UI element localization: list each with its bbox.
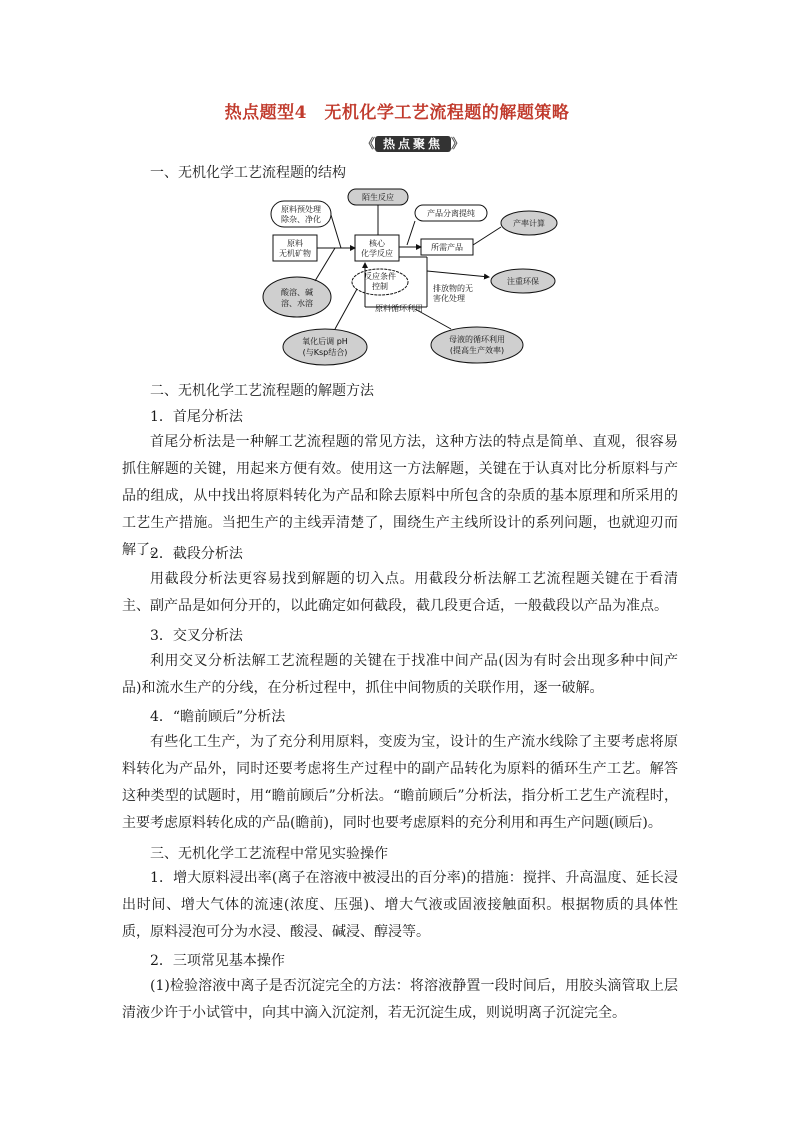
condition-label: 控制 — [372, 282, 388, 291]
method2-text: 用截段分析法更容易找到解题的切入点。用截段分析法解工艺流程题关键在于看清主、副产品是如何分开的，以此确定如何截段，截几段更合适，一般截段以产品为准点。 — [122, 571, 678, 614]
mother-link — [415, 309, 451, 329]
pretreat-link — [331, 215, 341, 248]
separation-link — [407, 221, 415, 245]
operation2-text: (1)检验溶液中离子是否沉淀完全的方法：将溶液静置一段时间后，用胶头滴管取上层清液少许于小试管中，向其中滴入沉淀剂，若无沉淀生成，则说明离子沉淀完全。 — [122, 978, 678, 1021]
recycle-label: 原料循环利用 — [375, 304, 423, 313]
mother-label: 母液的循环利用 — [449, 335, 505, 344]
ph-label: (与Ksp结合) — [302, 348, 348, 357]
dissolve-label: 酸溶、碱 — [281, 288, 313, 297]
waste-label: 害化处理 — [433, 294, 465, 303]
separation-label: 产品分离提纯 — [427, 209, 475, 218]
pretreat-label: 原料预处理 — [281, 205, 321, 214]
method1-text: 首尾分析法是一种解工艺流程题的常见方法，这种方法的特点是简单、直观，很容易抓住解题的关键，用起来方便有效。使用这一方法解题，关键在于认真对比分析原料与产品的组成，从中找出将原料转化为产品和除去原料中所包含的杂质的基本原理和所采用的工艺生产措施。当把生产的主线弄清楚了，围绕生产主线所设计的系列问题，也就迎刃而解了。 — [122, 434, 678, 558]
ph-label: 氧化后调 pH — [302, 337, 348, 346]
waste-label: 排放物的无 — [433, 284, 473, 293]
method3-text: 利用交叉分析法解工艺流程题的关键在于找准中间产品(因为有时会出现多种中间产品)和流水生产的分线，在分析过程中，抓住中间物质的关联作用，逐一破解。 — [122, 653, 678, 696]
yield-label: 产率计算 — [513, 219, 545, 228]
condition-label: 反应条件 — [364, 272, 396, 281]
dissolve-label: 溶、水溶 — [281, 299, 313, 308]
pretreat-label: 除杂、净化 — [281, 215, 321, 224]
side-reaction-label: 陌生反应 — [362, 193, 394, 202]
section-badge — [354, 133, 472, 152]
process-structure-diagram — [255, 185, 580, 370]
dissolve-link — [315, 248, 335, 281]
ph-link — [335, 289, 357, 329]
operation1-text: 1．增大原料浸出率(离子在溶液中被浸出的百分率)的措施：搅拌、升高温度、延长浸出时间、增大气体的流速(浓度、压强)、增大气液或固液接触面积。根据物质的具体性质，原料浸泡可分为水浸、酸浸、碱浸、醇浸等。 — [122, 870, 678, 940]
mother-node — [431, 327, 523, 363]
badge-right-ornament: 》 — [451, 137, 465, 152]
product-label: 所需产品 — [431, 243, 463, 252]
env-label: 注重环保 — [507, 277, 539, 286]
method2-title: 2．截段分析法 — [150, 546, 243, 562]
waste-arrow — [427, 271, 489, 277]
yield-link — [473, 227, 501, 245]
method4-title: 4．“瞻前顾后”分析法 — [150, 709, 286, 725]
dissolve-node — [263, 277, 331, 317]
section1-heading: 一、无机化学工艺流程题的结构 — [150, 165, 346, 181]
section3-heading: 三、无机化学工艺流程中常见实验操作 — [150, 846, 388, 862]
operation2-title: 2．三项常见基本操作 — [150, 953, 285, 969]
core-reaction-label: 核心 — [369, 239, 385, 248]
section2-heading: 二、无机化学工艺流程题的解题方法 — [150, 383, 374, 399]
mother-label: (提高生产效率) — [449, 346, 505, 355]
raw-material-label: 原料 — [287, 239, 303, 248]
method4-text: 有些化工生产，为了充分利用原料，变废为宝，设计的生产流水线除了主要考虑将原料转化为产品外，同时还要考虑将生产过程中的副产品转化为原料的循环生产工艺。解答这种类型的试题时，用“瞻前顾后”分析法。“瞻前顾后”分析法，指分析工艺生产流程时，主要考虑原料转化成的产品(瞻前)，同时也要考虑原料的充分利用和再生产问题(顾后)。 — [122, 734, 678, 831]
method1-title: 1．首尾分析法 — [150, 409, 243, 425]
badge-label: 热点聚焦 — [375, 136, 451, 152]
ph-node — [283, 329, 367, 365]
method3-title: 3．交叉分析法 — [150, 628, 243, 644]
badge-left-ornament: 《 — [361, 137, 375, 152]
core-reaction-label: 化学反应 — [361, 249, 393, 258]
page-title: 热点题型4 无机化学工艺流程题的解题策略 — [224, 103, 570, 123]
raw-material-label: 无机矿物 — [279, 249, 311, 258]
